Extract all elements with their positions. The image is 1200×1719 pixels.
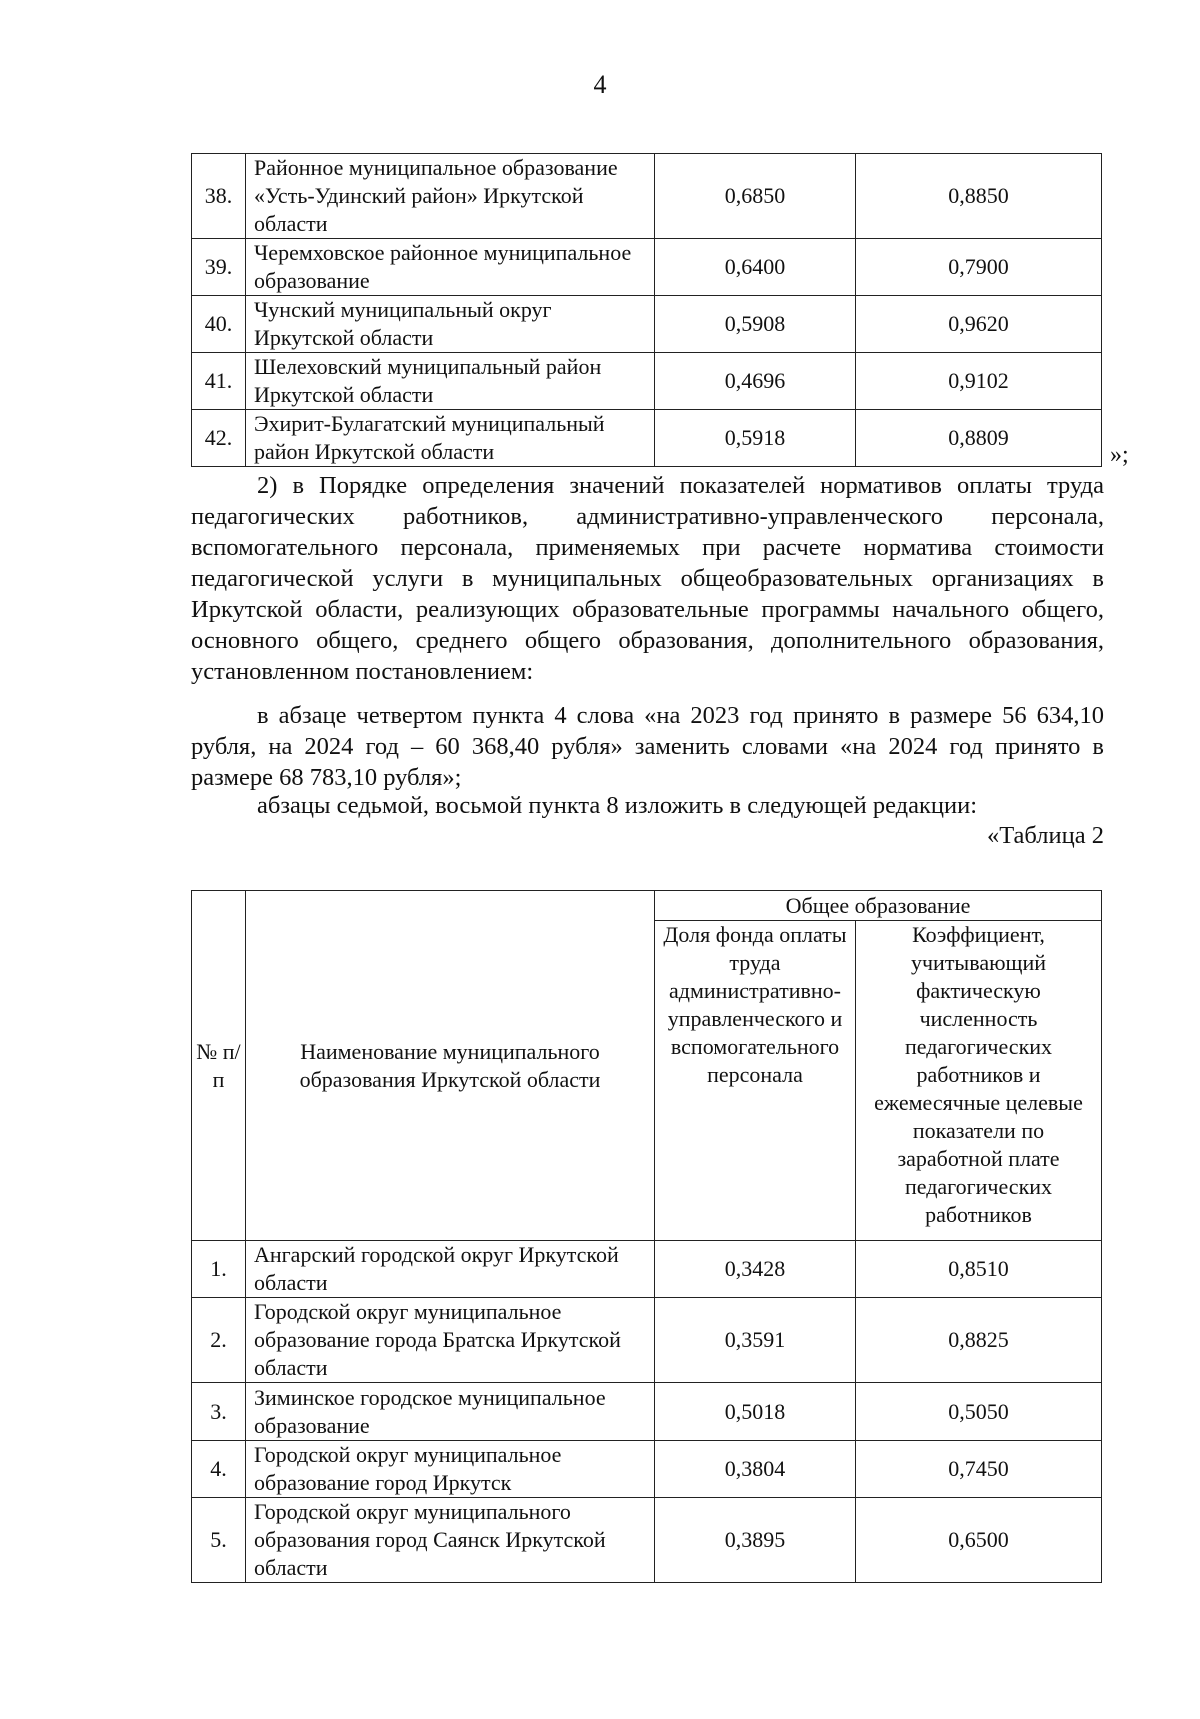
table-row: [192, 154, 1102, 239]
municipality-name: Зиминское городское муниципальное образование: [246, 1383, 655, 1441]
header-share: Доля фонда оплаты труда административно-управленческого и вспомогательного персонала: [655, 921, 856, 1241]
value-share: 0,5018: [655, 1383, 856, 1441]
row-number: 1.: [192, 1241, 246, 1298]
table-row: [192, 1441, 1102, 1498]
table-row: [192, 1241, 1102, 1298]
header-number: № п/п: [192, 891, 246, 1241]
value-coefficient: 0,7450: [856, 1441, 1102, 1498]
table-row: [192, 296, 1102, 353]
value-coefficient: 0,8510: [856, 1241, 1102, 1298]
paragraph-amendment-2: 2) в Порядке определения значений показателей нормативов оплаты труда педагогических работников, административно-управленческого персонала, вспомогательного персонала, применяемых при расчете норматива стоимости педагогической услуги в муниципальных общеобразовательных организациях в Иркутской области, реализующих образовательные программы начального общего, основного общего, среднего общего образования, дополнительного образования, установленном постановлением:: [191, 472, 1104, 685]
table-row: [192, 1383, 1102, 1441]
row-number: 4.: [192, 1441, 246, 1498]
coefficients-table-2: [191, 890, 1102, 1583]
header-group-general-education: Общее образование: [655, 891, 1102, 921]
value-share: 0,5908: [655, 296, 856, 353]
municipality-name: Чунский муниципальный округ Иркутской области: [246, 296, 655, 353]
paragraph-point-8: абзацы седьмой, восьмой пункта 8 изложить в следующей редакции:: [257, 792, 978, 819]
value-share: 0,6400: [655, 239, 856, 296]
value-coefficient: 0,8809: [856, 410, 1102, 467]
coefficients-table-continued: [191, 153, 1102, 467]
row-number: 39.: [192, 239, 246, 296]
page-number: 4: [593, 70, 607, 99]
value-share: 0,4696: [655, 353, 856, 410]
municipality-name: Городской округ муниципального образования город Саянск Иркутской области: [246, 1498, 655, 1583]
value-share: 0,3428: [655, 1241, 856, 1298]
row-number: 41.: [192, 353, 246, 410]
value-share: 0,5918: [655, 410, 856, 467]
row-number: 5.: [192, 1498, 246, 1583]
municipality-name: Шелеховский муниципальный район Иркутской области: [246, 353, 655, 410]
value-share: 0,3895: [655, 1498, 856, 1583]
table-caption: «Таблица 2: [986, 822, 1104, 849]
value-coefficient: 0,8825: [856, 1298, 1102, 1383]
paragraph-point-4: в абзаце четвертом пункта 4 слова «на 2023 год принято в размере 56 634,10 рубля, на 2024 год – 60 368,40 рубля» заменить словами «на 2024 год принято в размере 68 783,10 рубля»;: [191, 702, 1104, 791]
municipality-name: Районное муниципальное образование «Усть-Удинский район» Иркутской области: [246, 154, 655, 239]
municipality-name: Городской округ муниципальное образование город Иркутск: [246, 1441, 655, 1498]
row-number: 38.: [192, 154, 246, 239]
municipality-name: Ангарский городской округ Иркутской области: [246, 1241, 655, 1298]
table-row: [192, 410, 1102, 467]
header-coefficient: Коэффициент, учитывающий фактическую численность педагогических работников и ежемесячные целевые показатели по заработной плате педагогических работников: [856, 921, 1102, 1241]
municipality-name: Городской округ муниципальное образование города Братска Иркутской области: [246, 1298, 655, 1383]
table-row: [192, 1298, 1102, 1383]
value-coefficient: 0,8850: [856, 154, 1102, 239]
value-coefficient: 0,5050: [856, 1383, 1102, 1441]
municipality-name: Эхирит-Булагатский муниципальный район Иркутской области: [246, 410, 655, 467]
table-row: [192, 353, 1102, 410]
row-number: 42.: [192, 410, 246, 467]
value-share: 0,6850: [655, 154, 856, 239]
table-row: [192, 1498, 1102, 1583]
value-share: 0,3591: [655, 1298, 856, 1383]
table-row: [192, 239, 1102, 296]
row-number: 3.: [192, 1383, 246, 1441]
row-number: 2.: [192, 1298, 246, 1383]
value-coefficient: 0,9620: [856, 296, 1102, 353]
value-coefficient: 0,7900: [856, 239, 1102, 296]
value-share: 0,3804: [655, 1441, 856, 1498]
header-municipality: Наименование муниципального образования Иркутской области: [246, 891, 655, 1241]
value-coefficient: 0,9102: [856, 353, 1102, 410]
value-coefficient: 0,6500: [856, 1498, 1102, 1583]
municipality-name: Черемховское районное муниципальное образование: [246, 239, 655, 296]
closing-quote-mark: »;: [1110, 442, 1129, 468]
table-header-row: [192, 891, 1102, 921]
row-number: 40.: [192, 296, 246, 353]
